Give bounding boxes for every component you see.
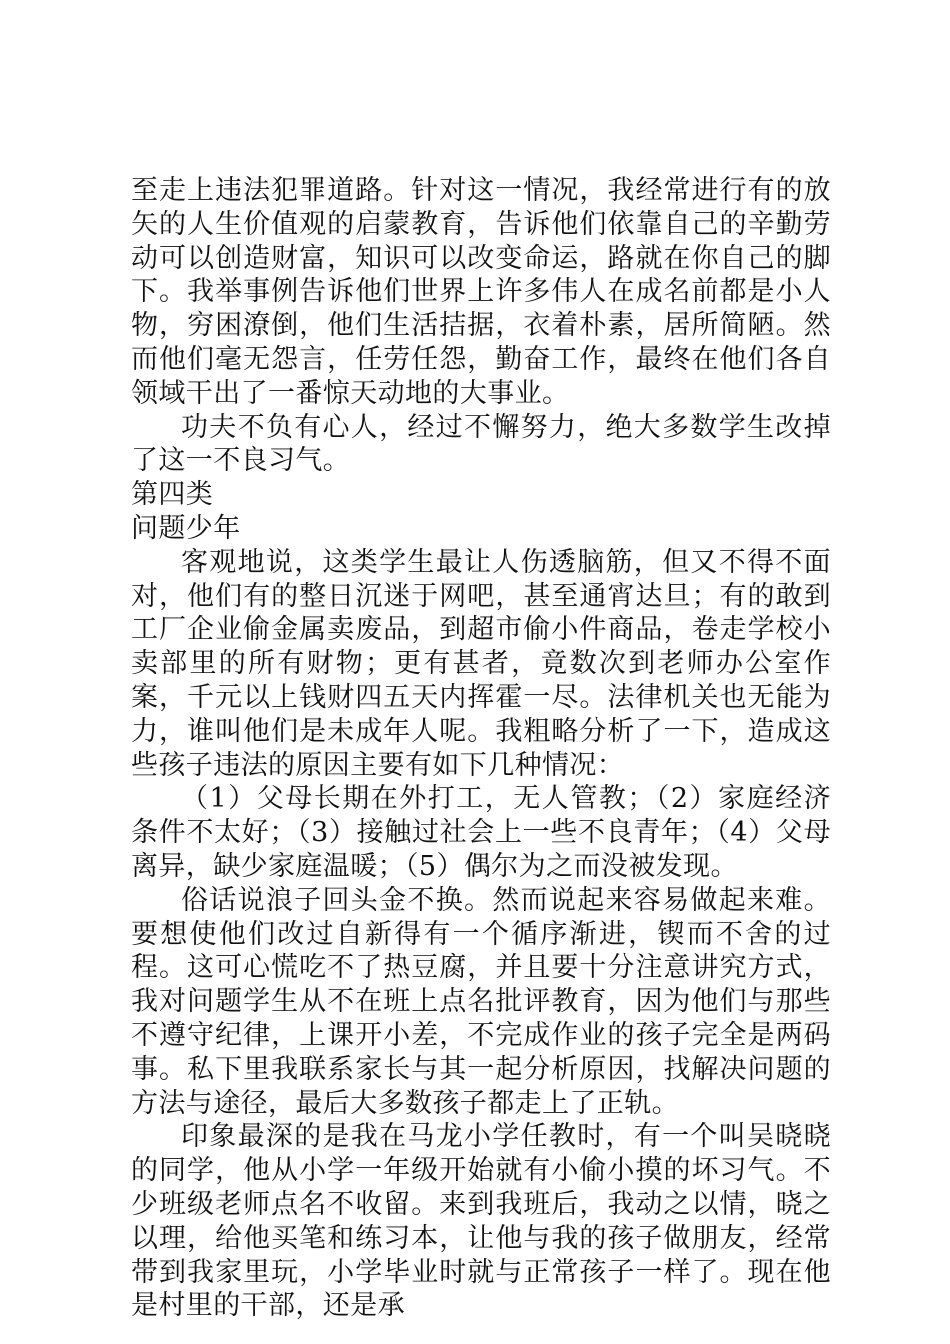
- body-text: [131, 174, 831, 1323]
- paragraph: 功夫不负有心人，经过不懈努力，绝大多数学生改掉了这一不良习气。: [131, 411, 831, 477]
- paragraph-list: （1）父母长期在外打工，无人管教；（2）家庭经济条件不太好；（3）接触过社会上一些不良青年；（4）父母离异，缺少家庭温暖；（5）偶尔为之而没被发现。: [131, 783, 831, 882]
- category-heading: 第四类: [131, 479, 214, 511]
- paragraph: 印象最深的是我在马龙小学任教时，有一个叫吴晓晓的同学，他从小学一年级开始就有小偷小摸的坏习气。不少班级老师点名不收留。来到我班后，我动之以情，晓之以理，给他买笔和练习本，让他与我的孩子做朋友，经常带到我家里玩，小学毕业时就与正常孩子一样了。现在他是村里的干部，还是承: [131, 1121, 831, 1322]
- paragraph: 俗话说浪子回头金不换。然而说起来容易做起来难。要想使他们改过自新得有一个循序渐进，锲而不舍的过程。这可心慌吃不了热豆腐，并且要十分注意讲究方式，我对问题学生从不在班上点名批评教育，因为他们与那些不遵守纪律，上课开小差，不完成作业的孩子完全是两码事。私下里我联系家长与其一起分析原因，找解决问题的方法与途径，最后大多数孩子都走上了正轨。: [131, 884, 831, 1119]
- paragraph: 客观地说，这类学生最让人伤透脑筋，但又不得不面对，他们有的整日沉迷于网吧，甚至通宵达旦；有的敢到工厂企业偷金属卖废品，到超市偷小件商品，卷走学校小卖部里的所有财物；更有甚者，竟数次到老师办公室作案，千元以上钱财四五天内挥霍一尽。法律机关也无能为力，谁叫他们是未成年人呢。我粗略分析了一下，造成这些孩子违法的原因主要有如下几种情况：: [131, 546, 831, 781]
- category-subheading: 问题少年: [131, 512, 241, 544]
- paragraph-continuation: 至走上违法犯罪道路。针对这一情况，我经常进行有的放矢的人生价值观的启蒙教育，告诉他们依靠自己的辛勤劳动可以创造财富，知识可以改变命运，路就在你自己的脚下。我举事例告诉他们世界上许多伟人在成名前都是小人物，穷困潦倒，他们生活拮据，衣着朴素，居所简陋。然而他们毫无怨言，任劳任怨，勤奋工作，最终在他们各自领域干出了一番惊天动地的大事业。: [131, 175, 831, 409]
